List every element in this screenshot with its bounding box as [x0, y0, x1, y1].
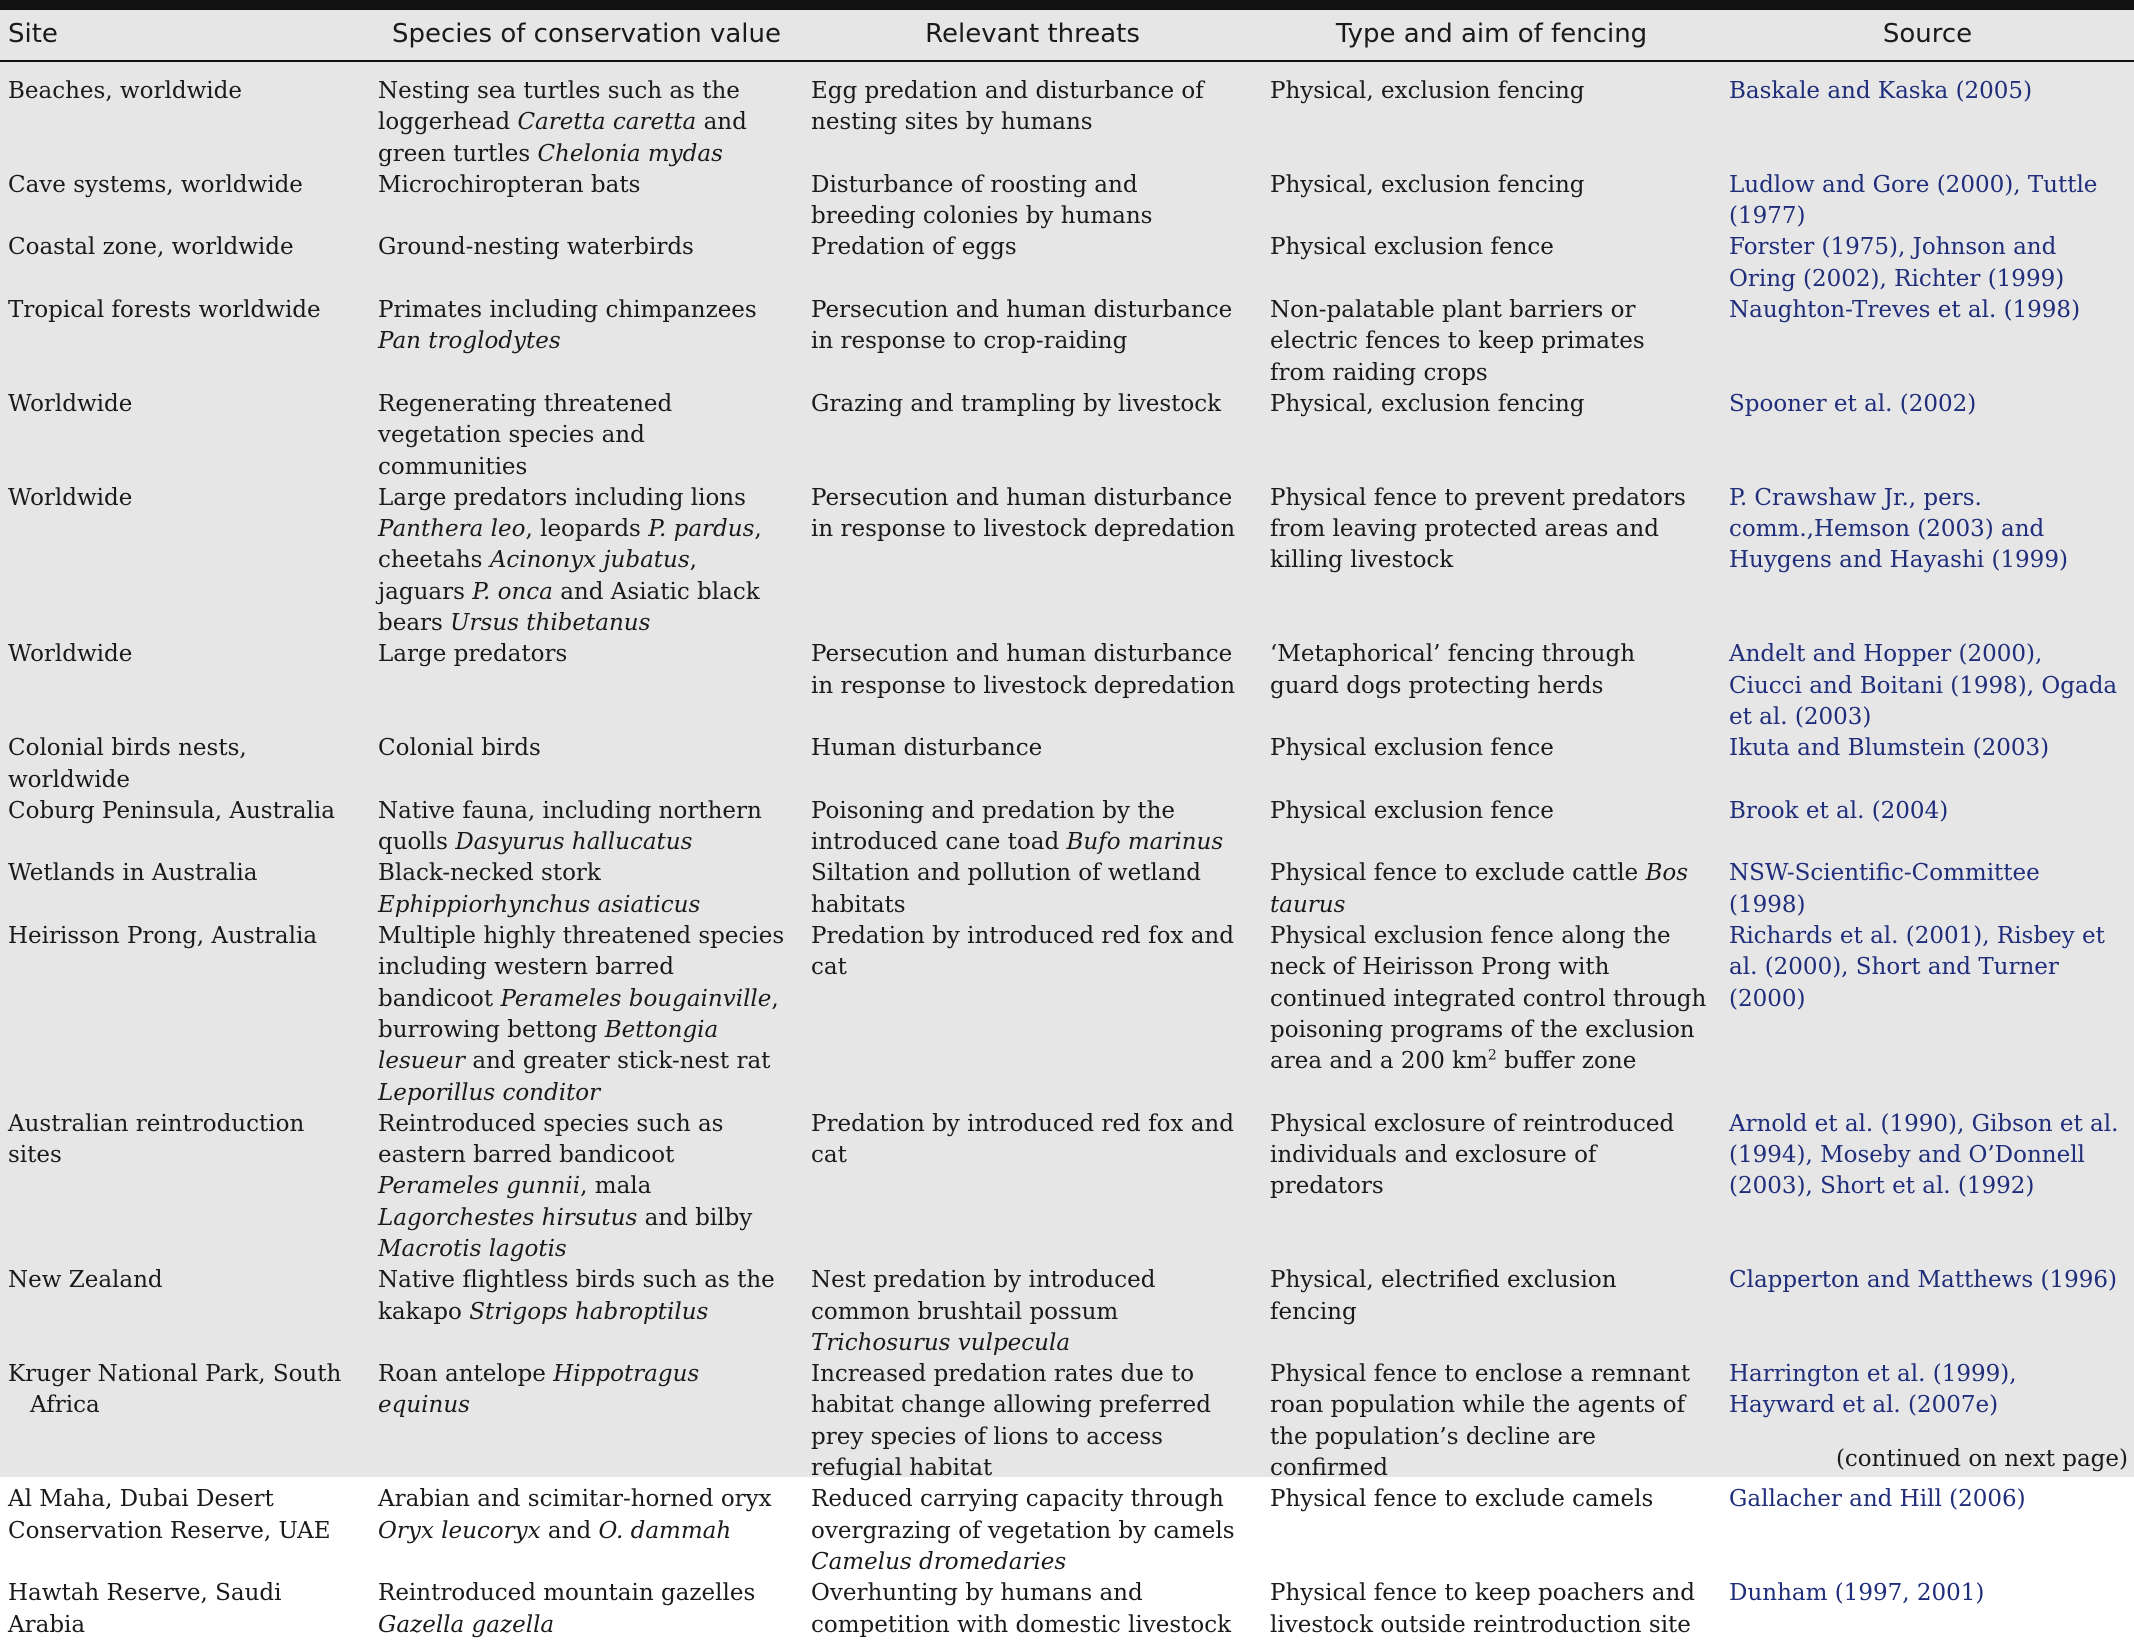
cell-species — [370, 639, 803, 733]
text-run: , jaguars — [378, 547, 697, 605]
cell-species — [370, 61, 803, 170]
table-row — [0, 232, 2134, 295]
table-row — [0, 733, 2134, 796]
text-run: Predation by introduced red fox and cat — [811, 1110, 1234, 1169]
text-run: and Asiatic black bears — [378, 578, 760, 637]
header-source: Source — [1721, 10, 2134, 61]
cell-site: Coastal zone, worldwide — [8, 234, 294, 261]
italic-text: Lagorchestes hirsutus — [378, 1204, 638, 1231]
text-run: , — [1841, 954, 1856, 981]
citation-link[interactable]: Spooner et al. (2002) — [1729, 390, 1977, 417]
text-run: and — [540, 1517, 599, 1544]
citation-link[interactable]: NSW-Scientific-Committee (1998) — [1729, 860, 2040, 918]
text-run: Physical exclosure of reintroduced individuals and exclosure of predators — [1270, 1110, 1675, 1200]
header-fencing: Type and aim of fencing — [1262, 10, 1721, 61]
cell-species — [370, 170, 803, 233]
cell-fencing — [1262, 733, 1721, 796]
cell-source — [1721, 1265, 2134, 1359]
cell-fencing — [1262, 483, 1721, 639]
text-run: Physical, electrified exclusion fencing — [1270, 1267, 1617, 1325]
italic-text: Ursus thibetanus — [450, 610, 651, 637]
citation-link[interactable]: Andelt and Hopper (2000) — [1729, 641, 2035, 668]
text-run: Roan antelope — [378, 1361, 554, 1388]
cell-site: Tropical forests worldwide — [8, 297, 321, 324]
table-row — [0, 639, 2134, 733]
text-run: , leopards — [525, 516, 649, 543]
citation-link[interactable]: Baskale and Kaska (2005) — [1729, 78, 2033, 104]
italic-text: Bettongia lesueur — [378, 1016, 719, 1075]
italic-text: Bufo marinus — [1066, 829, 1224, 856]
site-text: Kruger National Park, South Africa — [8, 1361, 342, 1419]
header-site: Site — [0, 10, 370, 61]
text-run: and green turtles — [378, 109, 747, 167]
cell-fencing — [1262, 1359, 1721, 1484]
text-run: Disturbance of roosting and breeding colonies by humans — [811, 171, 1153, 230]
cell-species — [370, 1578, 803, 1641]
cell-source — [1721, 389, 2134, 483]
text-run: Grazing and trampling by livestock — [811, 390, 1222, 417]
text-run: , burrowing bettong — [378, 985, 779, 1043]
text-run: Black-necked stork — [378, 860, 601, 887]
cell-site: Worldwide — [8, 641, 133, 668]
text-run: , — [1805, 1173, 1821, 1200]
text-run: Native fauna, including northern quolls — [378, 797, 762, 856]
table-row — [0, 1109, 2134, 1265]
text-run: Physical exclusion fence — [1270, 735, 1554, 762]
text-run: Predation of eggs — [811, 234, 1017, 261]
italic-text: P. onca — [472, 578, 553, 605]
text-run: Native flightless birds such as the kakapo — [378, 1267, 775, 1325]
text-run: Reduced carrying capacity through overgrazing of vegetation by camels — [811, 1486, 1235, 1544]
italic-text: Trichosurus vulpecula — [811, 1329, 1071, 1356]
text-run: buffer zone — [1496, 1048, 1637, 1075]
citation-link[interactable]: Johnson and Oring (2002) — [1729, 234, 2057, 292]
text-run: Multiple highly threatened species including western barred bandicoot — [378, 923, 785, 1012]
text-run: Physical, exclusion fencing — [1270, 390, 1585, 417]
text-run: P. Crawshaw Jr., pers. comm., — [1729, 484, 1982, 543]
citation-link[interactable]: Short and Turner (2000) — [1729, 954, 2059, 1012]
cell-threats — [803, 1578, 1262, 1641]
cell-fencing — [1262, 295, 1721, 389]
text-run: Nesting sea turtles such as the loggerhead — [378, 78, 740, 136]
text-run: Non-palatable plant barriers or electric fences to keep primates from raiding crops — [1270, 297, 1645, 386]
cell-species — [370, 796, 803, 859]
cell-site: Colonial birds nests, worldwide — [8, 735, 247, 793]
citation-link[interactable]: Ikuta and Blumstein (2003) — [1729, 735, 2050, 762]
text-run: Physical exclusion fence — [1270, 797, 1554, 824]
cell-threats — [803, 796, 1262, 859]
text-run: Physical, exclusion fencing — [1270, 78, 1585, 104]
table-row — [0, 295, 2134, 389]
text-run: Egg predation and disturbance of nesting sites by humans — [811, 78, 1204, 136]
cell-threats — [803, 295, 1262, 389]
text-run: Regenerating threatened vegetation species and communities — [378, 390, 673, 480]
table-row — [0, 921, 2134, 1109]
cell-threats — [803, 639, 1262, 733]
cell-source — [1721, 1109, 2134, 1265]
text-run: Colonial birds — [378, 735, 541, 762]
citation-link[interactable]: Arnold et al. (1990) — [1729, 1110, 1957, 1137]
italic-text: Leporillus conditor — [378, 1079, 601, 1106]
table-row — [0, 796, 2134, 859]
cell-source — [1721, 483, 2134, 639]
text-run: Poisoning and predation by the introduced cane toad — [811, 797, 1176, 856]
citation-link[interactable]: Ogada et al. (2003) — [1729, 672, 2118, 730]
cell-site: Coburg Peninsula, Australia — [8, 797, 335, 824]
cell-fencing — [1262, 61, 1721, 170]
citation-link[interactable]: Naughton-Treves et al. (1998) — [1729, 297, 2081, 324]
cell-source — [1721, 170, 2134, 233]
header-threats: Relevant threats — [803, 10, 1262, 61]
cell-species — [370, 1484, 803, 1578]
text-run: Physical exclusion fence — [1270, 234, 1554, 261]
cell-fencing — [1262, 232, 1721, 295]
citation-link[interactable]: Ludlow and Gore (2000) — [1729, 171, 2014, 198]
cell-threats — [803, 483, 1262, 639]
cell-source — [1721, 61, 2134, 170]
text-run: Reintroduced mountain gazelles — [378, 1580, 756, 1607]
text-run: Reintroduced species such as eastern barred bandicoot — [378, 1110, 724, 1169]
cell-threats — [803, 858, 1262, 921]
text-run: Ground-nesting waterbirds — [378, 234, 694, 261]
citation-link[interactable]: Tuttle (1977) — [1729, 171, 2098, 230]
cell-site: Cave systems, worldwide — [8, 171, 303, 198]
text-run: Physical fence to keep poachers and livestock outside reintroduction site — [1270, 1580, 1695, 1638]
text-run: Persecution and human disturbance in response to livestock depredation — [811, 641, 1236, 699]
italic-text: Acinonyx jubatus — [489, 547, 690, 574]
cell-fencing — [1262, 1484, 1721, 1578]
table-row — [0, 61, 2134, 170]
citation-link[interactable]: Hemson (2003) and Huygens and Hayashi (1999) — [1729, 516, 2068, 574]
cell-threats — [803, 232, 1262, 295]
table-row — [0, 483, 2134, 639]
text-run: Predation by introduced red fox and cat — [811, 923, 1234, 981]
italic-text: Caretta caretta — [517, 109, 697, 136]
text-run: Increased predation rates due to habitat change allowing preferred prey species of lions to access refugial habitat — [811, 1361, 1211, 1482]
text-run: , — [2034, 641, 2043, 668]
citation-link[interactable]: Richards et al. (2001) — [1729, 923, 1983, 950]
top-rule — [0, 0, 2134, 10]
cell-fencing — [1262, 921, 1721, 1109]
conservation-fencing-table — [0, 10, 2134, 1641]
cell-site: Heirisson Prong, Australia — [8, 923, 318, 950]
italic-text: Camelus dromedaries — [811, 1548, 1067, 1575]
text-run: Overhunting by humans and competition with domestic livestock — [811, 1580, 1232, 1638]
citation-link[interactable]: Clapperton and Matthews (1996) — [1729, 1267, 2117, 1294]
italic-text: Perameles gunnii — [378, 1173, 581, 1200]
text-run: , — [1879, 265, 1895, 292]
cell-threats — [803, 170, 1262, 233]
italic-text: Panthera leo — [378, 516, 526, 543]
italic-text: Hippotragus equinus — [378, 1361, 700, 1419]
table-row — [0, 1578, 2134, 1641]
text-run: Persecution and human disturbance in response to livestock depredation — [811, 484, 1236, 543]
citation-link[interactable]: Gibson et al. (1994) — [1729, 1110, 2119, 1169]
italic-text: Perameles bougainville — [500, 985, 772, 1012]
cell-site: Beaches, worldwide — [8, 78, 242, 104]
cell-site: Worldwide — [8, 484, 133, 511]
text-run: Primates including chimpanzees — [378, 297, 757, 324]
cell-fencing — [1262, 389, 1721, 483]
italic-text: Pan troglodytes — [378, 328, 561, 355]
italic-text: Strigops habroptilus — [469, 1298, 709, 1325]
italic-text: Bos taurus — [1270, 860, 1689, 918]
text-run: Physical fence to exclude camels — [1270, 1486, 1654, 1513]
cell-site: Australian reintroduction sites — [8, 1110, 305, 1169]
italic-text: O. dammah — [598, 1517, 732, 1544]
table-row — [0, 1484, 2134, 1578]
citation-link[interactable]: Forster (1975) — [1729, 234, 1898, 261]
table-row — [0, 1265, 2134, 1359]
table-row — [0, 1359, 2134, 1484]
text-run: Microchiropteran bats — [378, 171, 641, 198]
superscript: 2 — [1487, 1047, 1497, 1064]
cell-threats — [803, 733, 1262, 796]
cell-fencing — [1262, 796, 1721, 859]
text-run: , mala — [580, 1173, 652, 1200]
cell-source — [1721, 1578, 2134, 1641]
text-run: Large predators including lions — [378, 484, 746, 511]
cell-fencing — [1262, 858, 1721, 921]
text-run: , — [2013, 171, 2028, 198]
text-run: , — [1805, 1142, 1821, 1169]
cell-threats — [803, 61, 1262, 170]
italic-text: Ephippiorhynchus asiaticus — [378, 891, 701, 918]
italic-text: Gazella gazella — [378, 1611, 555, 1638]
cell-threats — [803, 1484, 1262, 1578]
text-run: , — [1982, 923, 1997, 950]
cell-fencing — [1262, 639, 1721, 733]
citation-link[interactable]: Moseby and O’Donnell (2003) — [1729, 1142, 2085, 1200]
citation-link[interactable]: Brook et al. (2004) — [1729, 797, 1949, 824]
cell-site — [0, 1359, 370, 1484]
text-run: , — [2009, 1361, 2017, 1388]
continued-note: (continued on next page) — [1835, 1446, 2128, 1472]
cell-species — [370, 1359, 803, 1484]
cell-site: Wetlands in Australia — [8, 860, 258, 887]
text-run: Arabian and scimitar-horned oryx — [378, 1486, 772, 1513]
text-run: and bilby — [637, 1204, 753, 1231]
cell-species — [370, 733, 803, 796]
cell-site: Al Maha, Dubai Desert Conservation Reserve, UAE — [8, 1486, 331, 1544]
citation-link[interactable]: Dunham (1997, 2001) — [1729, 1580, 1985, 1607]
cell-fencing — [1262, 1578, 1721, 1641]
cell-site: Worldwide — [8, 390, 133, 417]
citation-link[interactable]: Ciucci and Boitani (1998) — [1729, 672, 2027, 699]
cell-source — [1721, 1484, 2134, 1578]
italic-text: Oryx leucoryx — [378, 1517, 541, 1544]
cell-source — [1721, 232, 2134, 295]
citation-link[interactable]: Richter (1999) — [1894, 265, 2065, 292]
cell-fencing — [1262, 1265, 1721, 1359]
cell-fencing — [1262, 170, 1721, 233]
text-run: , — [2026, 672, 2042, 699]
cell-threats — [803, 389, 1262, 483]
cell-source — [1721, 639, 2134, 733]
header-species: Species of conservation value — [370, 10, 803, 61]
cell-species — [370, 1109, 803, 1265]
text-run: Physical fence to exclude cattle — [1270, 860, 1646, 887]
text-run: Physical, exclusion fencing — [1270, 171, 1585, 198]
citation-link[interactable]: Hayward et al. (2007e) — [1729, 1392, 1999, 1419]
cell-threats — [803, 921, 1262, 1109]
cell-species — [370, 858, 803, 921]
italic-text: Dasyurus hallucatus — [455, 829, 693, 856]
table-row — [0, 389, 2134, 483]
cell-species — [370, 921, 803, 1109]
citation-link[interactable]: Short et al. (1992) — [1820, 1173, 2035, 1200]
cell-source — [1721, 921, 2134, 1109]
cell-site: New Zealand — [8, 1267, 163, 1294]
cell-threats — [803, 1265, 1262, 1359]
text-run: Nest predation by introduced common brushtail possum — [811, 1267, 1156, 1325]
text-run: Physical fence to enclose a remnant roan population while the agents of the population’s decline are confirmed — [1270, 1361, 1691, 1482]
text-run: and greater stick-nest rat — [465, 1048, 771, 1075]
cell-species — [370, 232, 803, 295]
text-run: Large predators — [378, 641, 568, 668]
text-run: Physical exclusion fence along the neck of Heirisson Prong with continued integrated control through poisoning programs of the exclusion area and a 200 km — [1270, 923, 1707, 1075]
text-run: , — [1898, 234, 1913, 261]
cell-species — [370, 295, 803, 389]
cell-species — [370, 389, 803, 483]
text-run: Persecution and human disturbance in response to crop-raiding — [811, 297, 1233, 355]
italic-text: Chelonia mydas — [537, 140, 723, 167]
table-header-row — [0, 10, 2134, 61]
text-run: , cheetahs — [378, 516, 762, 574]
text-run: Physical fence to prevent predators from leaving protected areas and killing livestock — [1270, 484, 1686, 574]
cell-source — [1721, 295, 2134, 389]
cell-threats — [803, 1109, 1262, 1265]
text-run: Siltation and pollution of wetland habitats — [811, 860, 1202, 918]
citation-link[interactable]: Risbey et al. (2000) — [1729, 923, 2105, 981]
table-body — [0, 61, 2134, 1641]
table-row — [0, 858, 2134, 921]
citation-link[interactable]: Gallacher and Hill (2006) — [1729, 1486, 2026, 1513]
text-run: , — [1957, 1110, 1972, 1137]
cell-source — [1721, 733, 2134, 796]
cell-source — [1721, 858, 2134, 921]
cell-species — [370, 483, 803, 639]
text-run: ‘Metaphorical’ fencing through guard dogs protecting herds — [1270, 641, 1636, 699]
citation-link[interactable]: Harrington et al. (1999) — [1729, 1361, 2010, 1388]
table-row — [0, 170, 2134, 233]
text-run: Human disturbance — [811, 735, 1043, 762]
cell-site: Hawtah Reserve, Saudi Arabia — [8, 1580, 282, 1638]
cell-species — [370, 1265, 803, 1359]
cell-threats — [803, 1359, 1262, 1484]
italic-text: Macrotis lagotis — [378, 1235, 567, 1262]
italic-text: P. pardus — [648, 516, 755, 543]
cell-source — [1721, 796, 2134, 859]
cell-fencing — [1262, 1109, 1721, 1265]
